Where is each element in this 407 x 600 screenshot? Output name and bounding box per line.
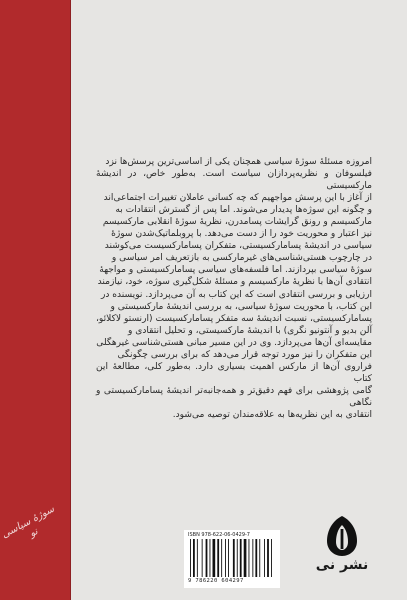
barcode-bars xyxy=(188,539,276,577)
author-signature: سوژهٔ سیاسی نو xyxy=(0,503,57,541)
blurb-line: مقایسه‌ای آن‌ها می‌پردازد. وی در این مسیر مبانی هستی‌شناسی غیرهگلی xyxy=(96,337,372,348)
blurb-line: آلن بدیو و آنتونیو نگری) با اندیشهٔ مارکسیستی، و تحلیل انتقادی و xyxy=(127,325,372,336)
barcode-digits: 9 786220 604297 xyxy=(188,578,244,584)
blurb-line: ارزیابی و بررسی انتقادی است که این کتاب به آن می‌پردازد. نویسنده در xyxy=(100,289,372,300)
blurb-line: امروزه مسئلهٔ سوژهٔ سیاسی همچنان یکی از اساسی‌ترین پرسش‌ها نزد xyxy=(105,157,372,167)
blurb-line: سوژهٔ سیاسی بپردازند. اما فلسفه‌های سیاسی پسامارکسیستی و مواجههٔ xyxy=(99,265,372,276)
red-spine-strip xyxy=(0,0,71,600)
blurb-line: نیز اعتبار و محوریت خود را از دست می‌دهد. با پروبلماتیک‌شدن سوژهٔ xyxy=(111,229,372,240)
blurb-line: فیلسوفان و نظریه‌پردازان سیاست است. به‌طور خاص، در اندیشهٔ مارکسیستی xyxy=(96,169,372,192)
blurb-line: سیاسی در اندیشهٔ پسامارکسیستی، متفکران پسامارکسیست می‌کوشند xyxy=(104,241,372,252)
blurb-line: انتقادی آن‌ها با نظریهٔ مارکسیسم و مسئلهٔ شکل‌گیری سوژه، خود، نیازمند xyxy=(97,277,372,288)
blurb-line: انتقادی به این نظریه‌ها به علاقه‌مندان توصیه می‌شود. xyxy=(172,409,372,420)
blurb-line: پسامارکسیستی، نسبت اندیشهٔ سه متفکر پسامارکسیست (ارنستو لاکلائو، xyxy=(96,313,372,324)
blurb-line: این متفکران را نیز مورد توجه قرار می‌دهد که برای بررسی چگونگی xyxy=(117,349,372,360)
blurb-line: و چگونه این سوژه‌ها پدیدار می‌شوند. اما پس از گسترش انتقادات به xyxy=(115,205,372,216)
blurb-text xyxy=(96,156,372,421)
blurb-line: از آغاز با این پرسش مواجهیم که چه کسانی عاملان تغییرات اجتماعی‌اند xyxy=(103,193,372,204)
isbn-barcode xyxy=(184,530,280,588)
reed-pen-icon xyxy=(324,515,360,557)
blurb-line: فراروی آن‌ها از مارکس اهمیت بسیاری دارد. به‌طور کلی، مطالعهٔ این کتاب xyxy=(96,361,372,384)
publisher-logo xyxy=(314,515,370,587)
publisher-name: نشر نی xyxy=(315,557,369,573)
blurb-line: این کتاب، با محوریت سوژهٔ سیاسی، به بررسی اندیشهٔ مارکسیستی و xyxy=(110,301,372,312)
blurb-line: گامی پژوهشی برای فهم دقیق‌تر و همه‌جانبه‌تر اندیشهٔ پسامارکسیستی و نگاهی xyxy=(96,385,372,408)
blurb-line: مارکسیسم و رونق گرایشات پسامدرن، نظریهٔ سوژهٔ انقلابی مارکسیسم xyxy=(102,217,372,228)
isbn-label: ISBN 978-622-06-0429-7 xyxy=(188,532,250,538)
blurb-line: در چارچوب هستی‌شناسی‌های غیرمارکسی به بازتعریف امر سیاسی و xyxy=(111,253,372,264)
